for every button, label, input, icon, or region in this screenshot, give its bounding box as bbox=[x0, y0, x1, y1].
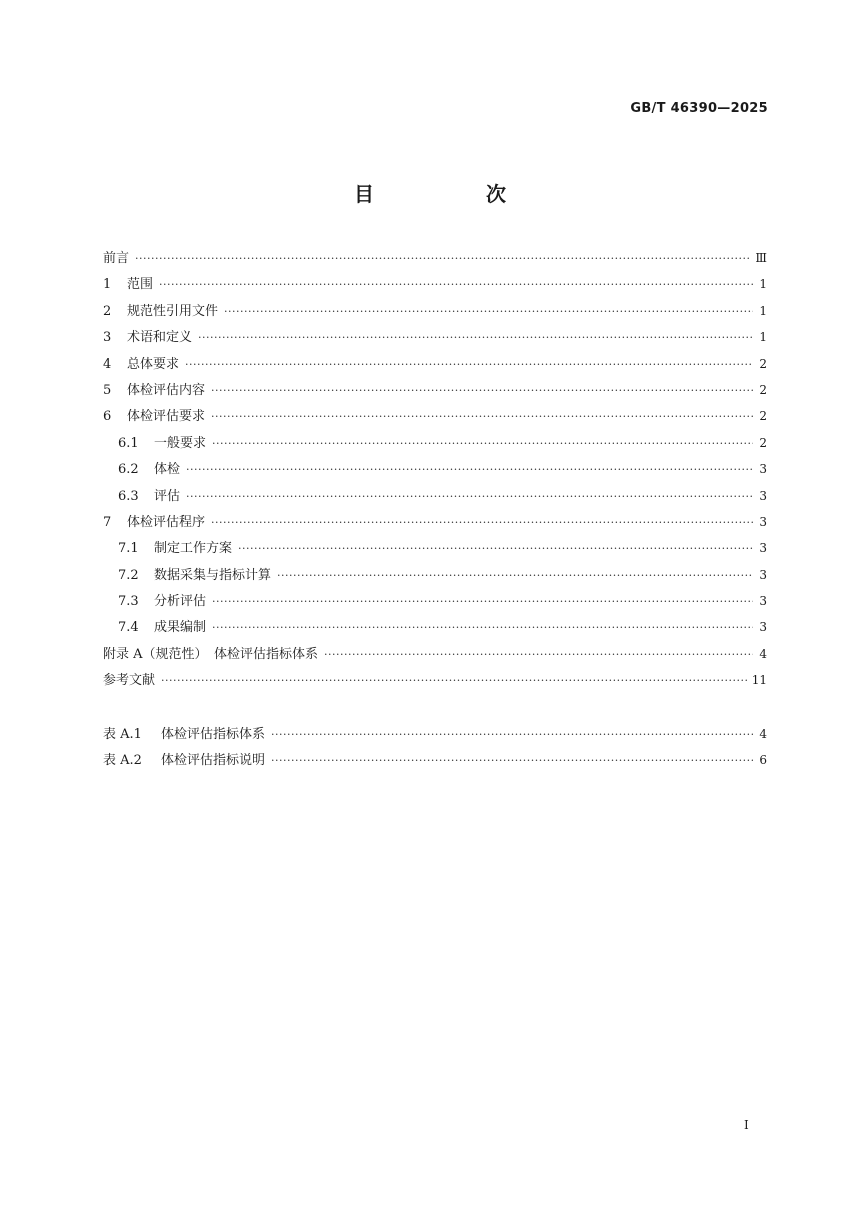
toc-entry[interactable] bbox=[103, 351, 767, 377]
toc-entry-page: 11 bbox=[751, 673, 767, 688]
toc-entry-number: 6.2 bbox=[118, 462, 139, 478]
toc-entry[interactable] bbox=[103, 324, 767, 350]
toc-entry-number: 6 bbox=[103, 409, 112, 425]
dot-leader bbox=[185, 352, 753, 378]
toc-entry-number: 5 bbox=[103, 382, 112, 398]
table-number: 表 A.1 bbox=[103, 727, 142, 742]
toc-entry-page: 3 bbox=[759, 488, 767, 503]
toc-entry[interactable] bbox=[103, 562, 767, 588]
dot-leader bbox=[198, 325, 753, 351]
toc-entry[interactable] bbox=[103, 509, 767, 535]
toc-entry-label: 评估 bbox=[154, 488, 181, 504]
dot-leader bbox=[224, 299, 753, 325]
toc-entry[interactable] bbox=[103, 483, 767, 509]
toc-entry-label: 附录 A（规范性） 体检评估指标体系 bbox=[103, 646, 319, 662]
toc-entry[interactable] bbox=[103, 456, 767, 482]
dot-leader bbox=[271, 722, 753, 748]
toc-entry[interactable] bbox=[103, 430, 767, 456]
toc-entry[interactable] bbox=[103, 403, 767, 429]
toc-entry-page: Ⅲ bbox=[755, 251, 767, 265]
table-title: 体检评估指标说明 bbox=[161, 753, 266, 769]
table-list-entry[interactable] bbox=[103, 721, 767, 747]
toc-entry-label: 规范性引用文件 bbox=[127, 303, 219, 319]
toc-entry-page: 2 bbox=[759, 435, 767, 450]
toc-entry[interactable] bbox=[103, 641, 767, 667]
dot-leader bbox=[212, 589, 753, 615]
dot-leader bbox=[212, 431, 753, 457]
toc-entry-label: 体检 bbox=[154, 462, 181, 478]
toc-entry-label: 体检评估要求 bbox=[127, 409, 206, 425]
table-list-entry[interactable] bbox=[103, 747, 767, 773]
toc-entry-page: 4 bbox=[759, 646, 767, 661]
dot-leader bbox=[324, 642, 753, 668]
dot-leader bbox=[211, 404, 753, 430]
toc-entry-label: 体检评估内容 bbox=[127, 382, 206, 398]
toc-entry-page: 3 bbox=[759, 462, 767, 477]
toc-entry-number: 2 bbox=[103, 303, 112, 319]
toc-entry-page: 3 bbox=[759, 514, 767, 529]
dot-leader bbox=[186, 457, 753, 483]
toc-entry-number: 7 bbox=[103, 514, 112, 530]
toc-entry[interactable] bbox=[103, 271, 767, 297]
toc-entry-number: 1 bbox=[103, 277, 112, 293]
dot-leader bbox=[271, 748, 753, 774]
table-of-contents bbox=[103, 245, 767, 694]
toc-entry-page: 3 bbox=[759, 567, 767, 582]
toc-entry-label: 分析评估 bbox=[154, 594, 207, 610]
toc-entry[interactable] bbox=[103, 588, 767, 614]
toc-entry-page: 1 bbox=[759, 277, 767, 292]
toc-entry[interactable] bbox=[103, 298, 767, 324]
toc-entry-label: 成果编制 bbox=[154, 620, 207, 636]
toc-entry-number: 4 bbox=[103, 356, 112, 372]
dot-leader bbox=[211, 510, 753, 536]
toc-entry[interactable] bbox=[103, 377, 767, 403]
toc-entry-page: 3 bbox=[759, 620, 767, 635]
toc-entry-label: 制定工作方案 bbox=[154, 541, 233, 557]
toc-entry-label: 体检评估程序 bbox=[127, 514, 206, 530]
dot-leader bbox=[211, 378, 753, 404]
page-title: 目 次 bbox=[354, 182, 552, 206]
dot-leader bbox=[159, 272, 753, 298]
toc-entry-number: 3 bbox=[103, 330, 112, 346]
dot-leader bbox=[238, 536, 753, 562]
toc-entry-number: 7.4 bbox=[118, 620, 139, 636]
dot-leader bbox=[135, 246, 751, 272]
toc-entry-number: 7.1 bbox=[118, 541, 139, 557]
toc-entry-label: 术语和定义 bbox=[127, 330, 193, 346]
dot-leader bbox=[277, 563, 753, 589]
toc-entry-label: 一般要求 bbox=[154, 435, 207, 451]
toc-entry-page: 3 bbox=[759, 541, 767, 556]
list-of-tables bbox=[103, 721, 767, 774]
dot-leader bbox=[161, 668, 748, 694]
toc-entry[interactable] bbox=[103, 535, 767, 561]
table-page: 6 bbox=[759, 753, 767, 768]
toc-entry-label: 范围 bbox=[127, 277, 154, 293]
toc-entry-page: 2 bbox=[759, 382, 767, 397]
toc-entry-page: 2 bbox=[759, 409, 767, 424]
toc-entry[interactable] bbox=[103, 667, 767, 693]
toc-entry-page: 2 bbox=[759, 356, 767, 371]
standard-number: GB/T 46390—2025 bbox=[630, 101, 768, 116]
table-title: 体检评估指标体系 bbox=[161, 727, 266, 742]
dot-leader bbox=[212, 615, 753, 641]
page-folio: I bbox=[744, 1118, 749, 1132]
table-number: 表 A.2 bbox=[103, 753, 142, 769]
toc-entry[interactable] bbox=[103, 245, 767, 271]
toc-entry-number: 6.1 bbox=[118, 435, 139, 451]
table-page: 4 bbox=[759, 727, 767, 741]
toc-entry-number: 7.3 bbox=[118, 594, 139, 610]
toc-entry-label: 参考文献 bbox=[103, 673, 156, 689]
toc-entry-number: 6.3 bbox=[118, 488, 139, 504]
dot-leader bbox=[186, 484, 753, 510]
toc-entry-label: 前言 bbox=[103, 251, 130, 266]
toc-entry-page: 1 bbox=[759, 330, 767, 345]
toc-entry-label: 数据采集与指标计算 bbox=[154, 567, 272, 583]
toc-entry-label: 总体要求 bbox=[127, 356, 180, 372]
toc-entry-page: 3 bbox=[759, 594, 767, 609]
toc-entry-number: 7.2 bbox=[118, 567, 139, 583]
toc-entry[interactable] bbox=[103, 614, 767, 640]
toc-entry-page: 1 bbox=[759, 303, 767, 318]
